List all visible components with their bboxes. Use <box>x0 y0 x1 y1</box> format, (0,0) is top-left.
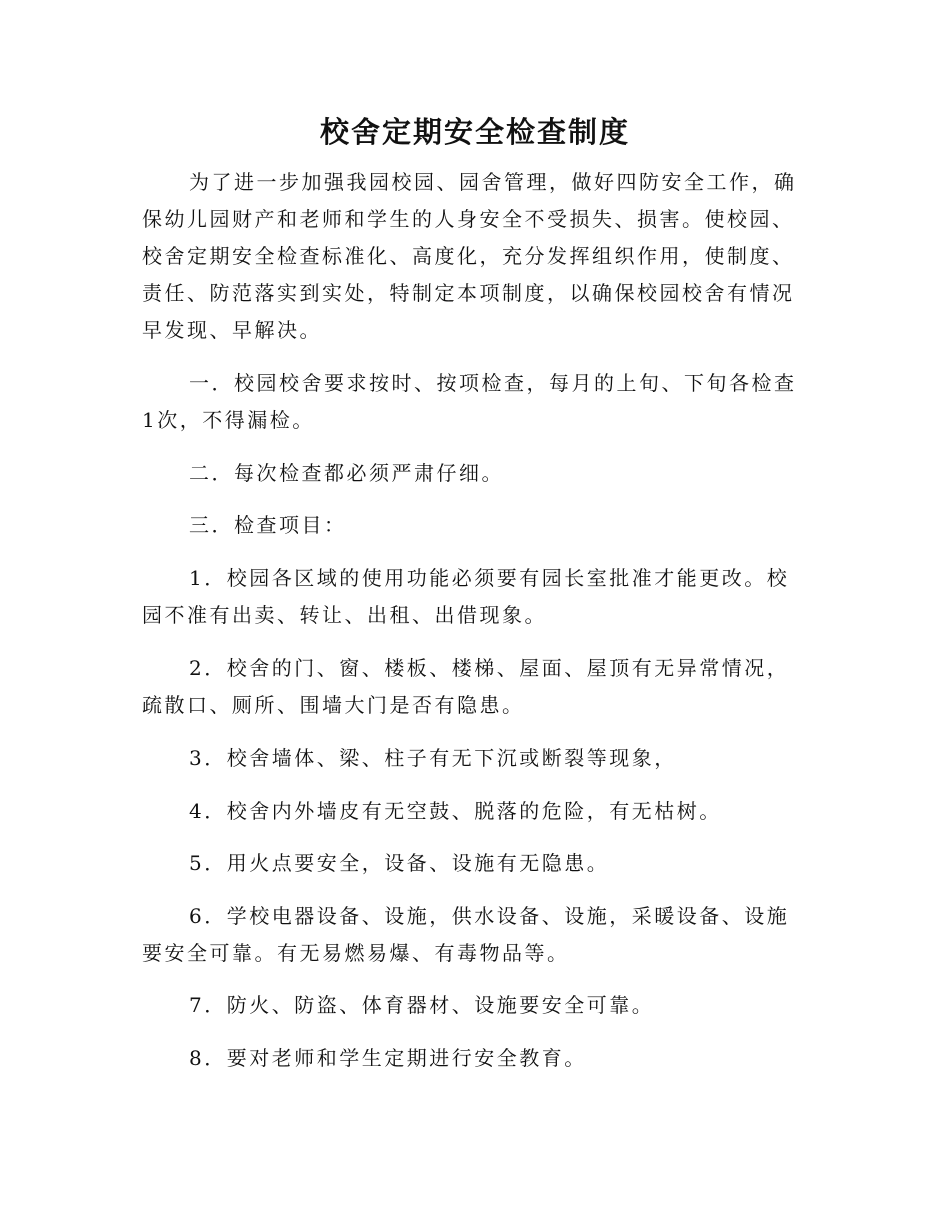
document-title: 校舍定期安全检查制度 <box>319 115 630 149</box>
intro-paragraph: 为了进一步加强我园校园、园舍管理，做好四防安全工作，确保幼儿园财产和老师和学生的人身安全不受损失、损害。使校园、校舍定期安全检查标准化、高度化，充分发挥组织作用，使制度、责任、防范落实到实处，特制定本项制度，以确保校园校舍有情况早发现、早解决。 <box>142 170 797 342</box>
check-item-3: 3．校舍墙体、梁、柱子有无下沉或断裂等现象， <box>189 746 677 770</box>
check-item-4: 4．校舍内外墙皮有无空鼓、脱落的危险，有无枯树。 <box>189 799 722 823</box>
check-item-8: 8．要对老师和学生定期进行安全教育。 <box>189 1046 587 1070</box>
rule-paragraph-1: 一．校园校舍要求按时、按项检查，每月的上旬、下旬各检查1次，不得漏检。 <box>142 371 797 432</box>
rule-paragraph-2: 二．每次检查都必须严肃仔细。 <box>189 461 504 485</box>
check-item-5: 5．用火点要安全，设备、设施有无隐患。 <box>189 851 610 875</box>
rule-paragraph-3: 三．检查项目： <box>189 513 347 537</box>
check-item-2: 2．校舍的门、窗、楼板、楼梯、屋面、屋顶有无异常情况，疏散口、厕所、围墙大门是否有隐患。 <box>142 656 790 717</box>
check-item-1: 1．校园各区域的使用功能必须要有园长室批准才能更改。校园不准有出卖、转让、出租、出借现象。 <box>142 566 790 627</box>
check-item-6: 6．学校电器设备、设施，供水设备、设施，采暖设备、设施要安全可靠。有无易燃易爆、有毒物品等。 <box>142 904 790 965</box>
check-item-7: 7．防火、防盗、体育器材、设施要安全可靠。 <box>189 993 655 1017</box>
